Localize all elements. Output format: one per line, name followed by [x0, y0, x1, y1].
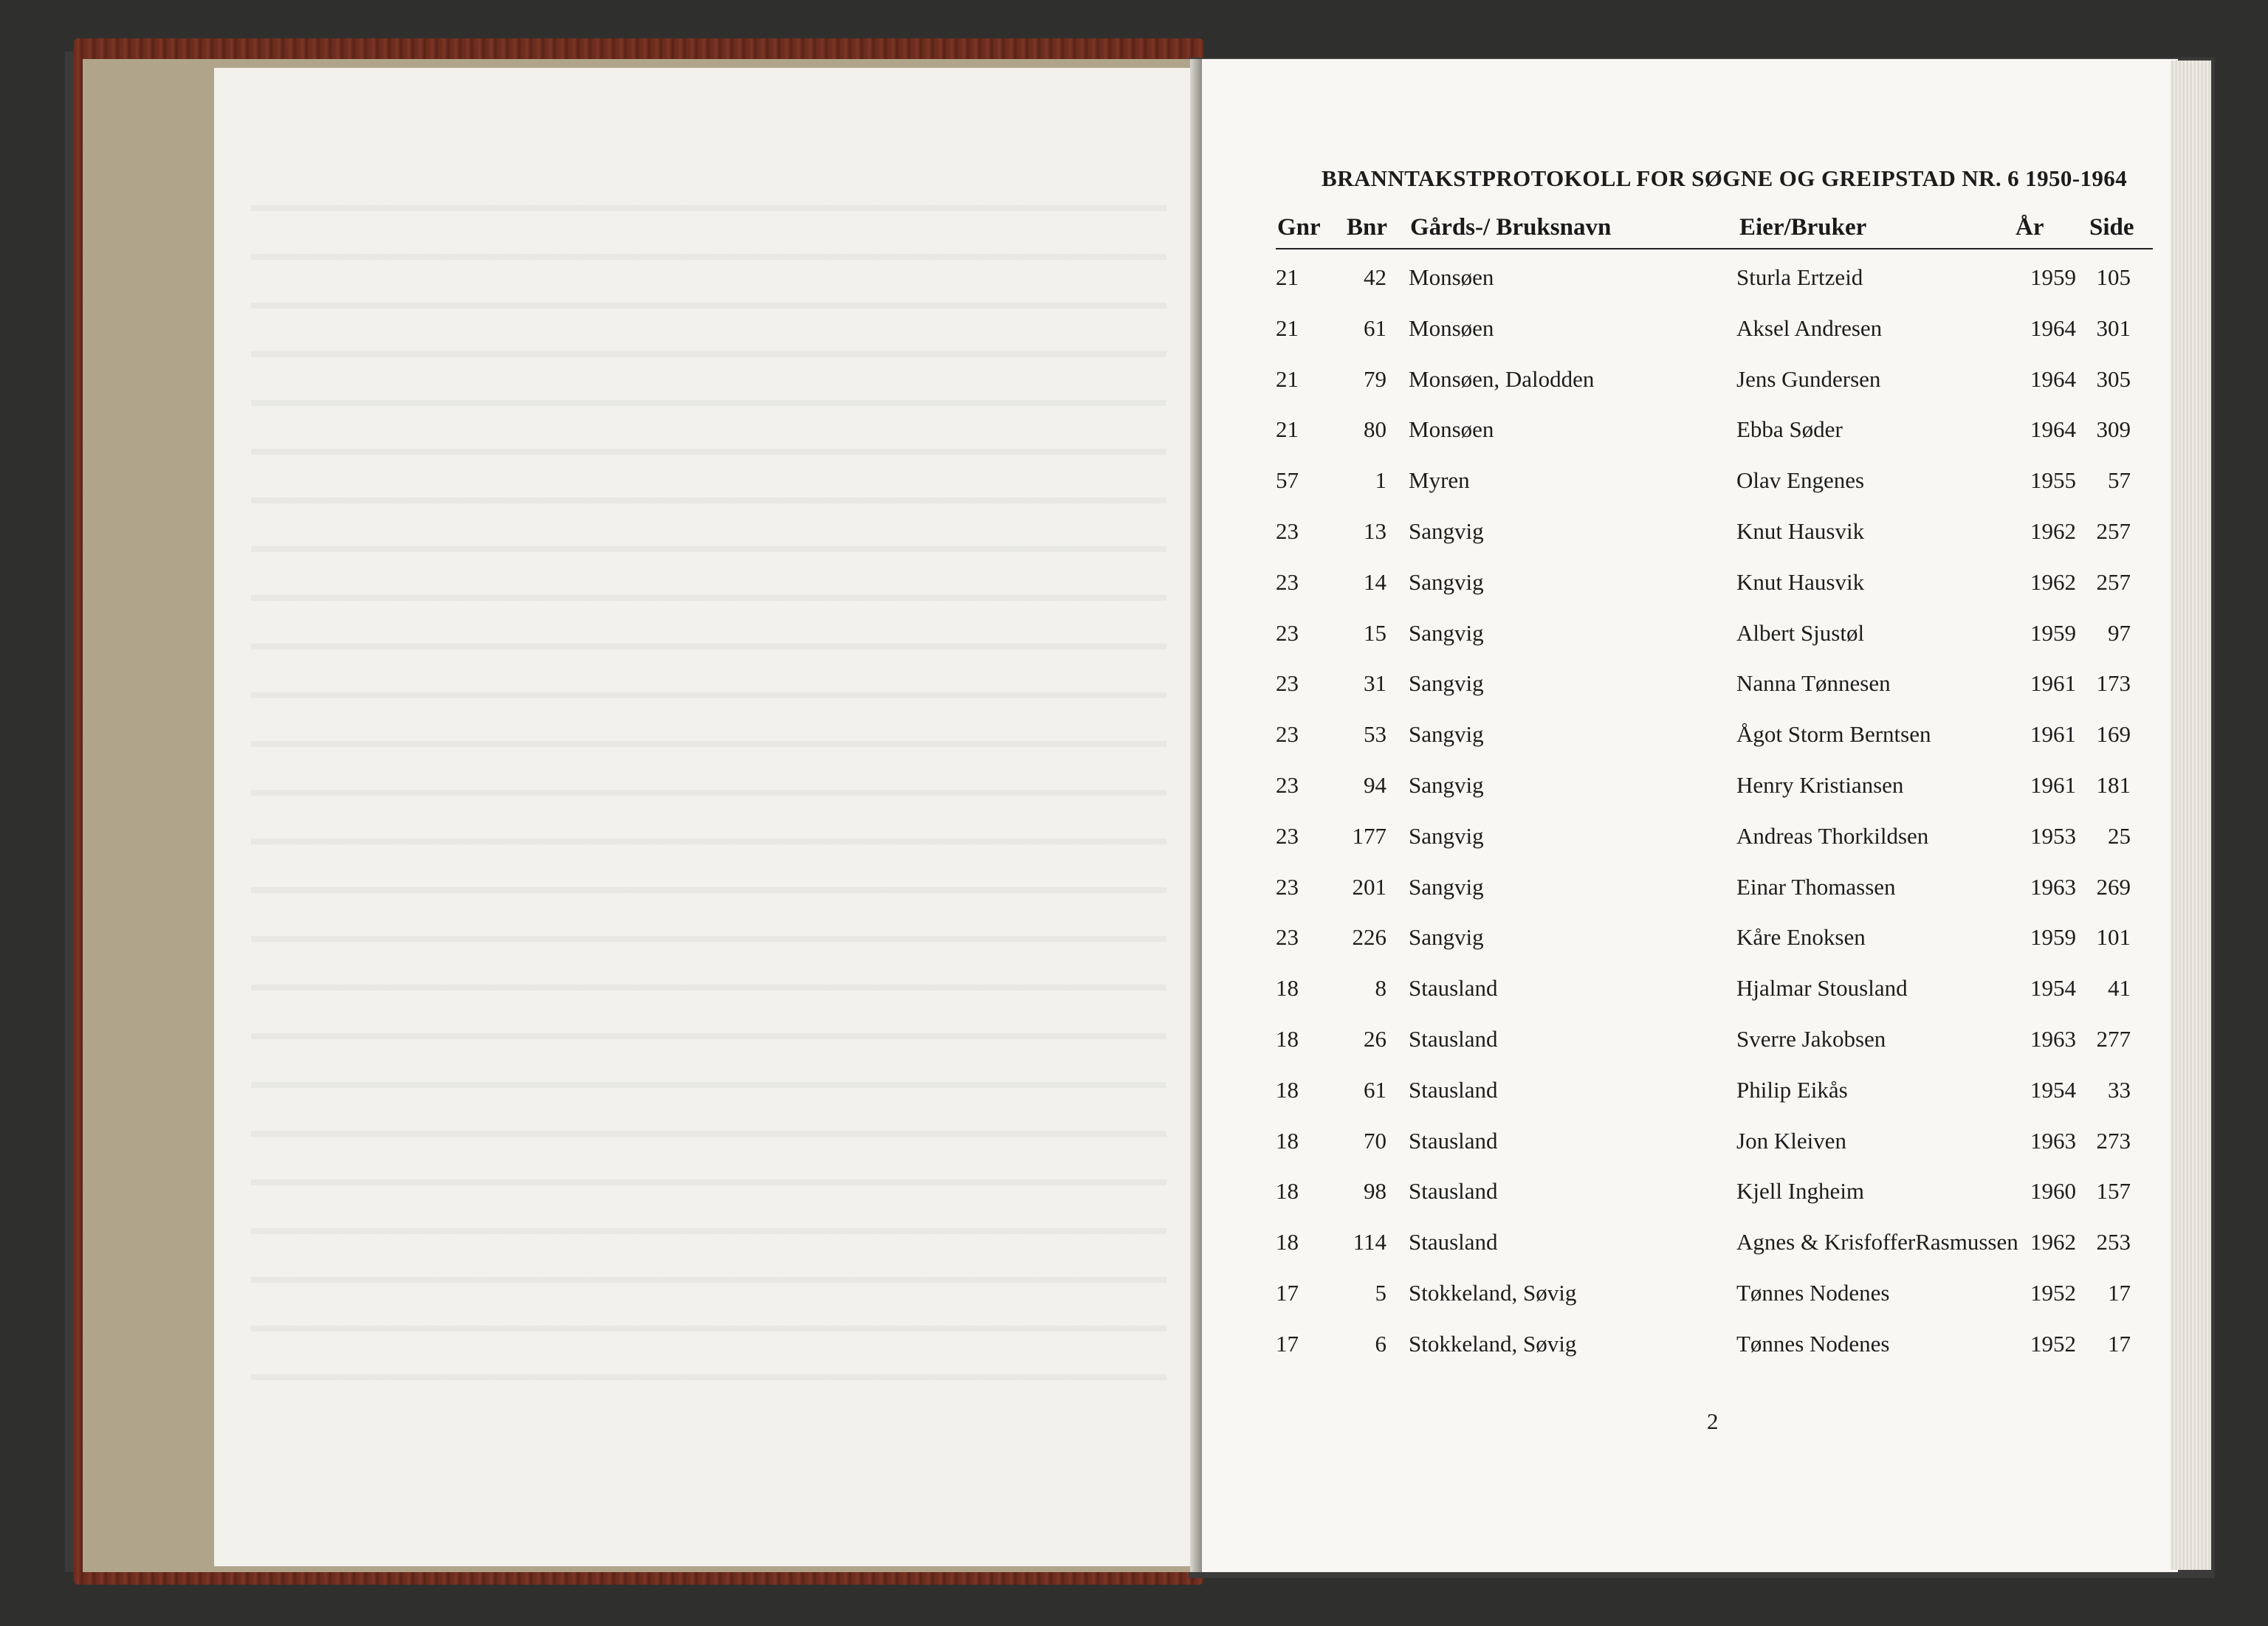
cell-gard: Monsøen, Dalodden [1409, 365, 1595, 392]
cell-eier: Tønnes Nodenes [1736, 1330, 1890, 1357]
cell-side: 97 [2108, 619, 2131, 646]
cell-bnr: 6 [1375, 1330, 1386, 1357]
cell-eier: Einar Thomassen [1736, 873, 1896, 900]
cell-bnr: 42 [1364, 264, 1386, 290]
cell-side: 309 [2096, 416, 2131, 443]
cell-bnr: 226 [1352, 924, 1386, 951]
cell-gnr: 18 [1276, 1127, 1299, 1154]
cell-aar: 1963 [2030, 873, 2076, 900]
cell-aar: 1961 [2030, 670, 2076, 697]
cell-eier: Hjalmar Stousland [1736, 975, 1908, 1002]
column-header-gnr: Gnr [1277, 214, 1321, 241]
cell-bnr: 53 [1364, 721, 1386, 748]
table-row [0, 823, 2268, 867]
cell-eier: Tønnes Nodenes [1736, 1280, 1890, 1306]
table-row [0, 1280, 2268, 1324]
cell-aar: 1954 [2030, 1076, 2076, 1103]
cell-aar: 1962 [2030, 518, 2076, 544]
cell-gnr: 18 [1276, 1229, 1299, 1255]
cell-gnr: 18 [1276, 1178, 1299, 1205]
table-row [0, 264, 2268, 309]
cell-gnr: 23 [1276, 772, 1299, 798]
cell-gard: Sangvig [1409, 670, 1484, 697]
cell-bnr: 98 [1364, 1178, 1386, 1205]
column-header-bnr: Bnr [1347, 214, 1388, 241]
cell-gard: Stausland [1409, 1127, 1498, 1154]
cell-bnr: 70 [1364, 1127, 1386, 1154]
table-row [0, 1229, 2268, 1273]
cell-side: 277 [2096, 1026, 2131, 1052]
cell-bnr: 5 [1375, 1280, 1386, 1306]
cell-bnr: 201 [1352, 873, 1386, 900]
cell-bnr: 14 [1364, 568, 1386, 595]
cell-bnr: 8 [1375, 975, 1386, 1002]
cell-aar: 1963 [2030, 1026, 2076, 1052]
header-rule [1276, 248, 2153, 249]
cell-gard: Monsøen [1409, 314, 1494, 341]
cell-eier: Philip Eikås [1736, 1076, 1848, 1103]
cell-gnr: 23 [1276, 670, 1299, 697]
cell-eier: Ågot Storm Berntsen [1736, 721, 1931, 748]
cell-eier: Kåre Enoksen [1736, 924, 1866, 951]
cell-gnr: 57 [1276, 467, 1299, 494]
table-row [0, 366, 2268, 410]
cell-aar: 1964 [2030, 365, 2076, 392]
cell-gard: Sangvig [1409, 772, 1484, 798]
table-row [0, 1178, 2268, 1222]
cell-aar: 1962 [2030, 1229, 2076, 1255]
table-row [0, 924, 2268, 968]
cell-gnr: 18 [1276, 1076, 1299, 1103]
cell-aar: 1952 [2030, 1280, 2076, 1306]
cell-side: 25 [2108, 822, 2131, 849]
cell-gnr: 23 [1276, 721, 1299, 748]
cell-eier: Kjell Ingheim [1736, 1178, 1865, 1205]
cell-gnr: 23 [1276, 822, 1299, 849]
cell-side: 57 [2108, 467, 2131, 494]
cell-gnr: 23 [1276, 873, 1299, 900]
cell-gnr: 18 [1276, 975, 1299, 1002]
cell-gard: Sangvig [1409, 619, 1484, 646]
column-header-aar: År [2016, 214, 2044, 241]
cell-eier: Andreas Thorkildsen [1736, 822, 1929, 849]
cell-eier: Olav Engenes [1736, 467, 1865, 494]
cell-bnr: 1 [1375, 467, 1386, 494]
table-row [0, 1331, 2268, 1375]
cell-gnr: 18 [1276, 1026, 1299, 1052]
cell-eier: Sverre Jakobsen [1736, 1026, 1886, 1052]
cell-side: 17 [2108, 1330, 2131, 1357]
cell-gard: Sangvig [1409, 822, 1484, 849]
cell-eier: Knut Hausvik [1736, 568, 1865, 595]
cell-eier: Sturla Ertzeid [1736, 264, 1863, 290]
cell-aar: 1952 [2030, 1330, 2076, 1357]
cell-gard: Sangvig [1409, 924, 1484, 951]
cell-bnr: 80 [1364, 416, 1386, 443]
cell-gard: Stokkeland, Søvig [1409, 1280, 1577, 1306]
cell-aar: 1962 [2030, 568, 2076, 595]
cell-eier: Henry Kristiansen [1736, 772, 1904, 798]
table-row [0, 620, 2268, 664]
table-row [0, 874, 2268, 918]
cell-gard: Sangvig [1409, 518, 1484, 544]
cell-bnr: 31 [1364, 670, 1386, 697]
cell-gnr: 21 [1276, 416, 1299, 443]
cell-gard: Sangvig [1409, 873, 1484, 900]
cell-gard: Stokkeland, Søvig [1409, 1330, 1577, 1357]
cell-bnr: 61 [1364, 314, 1386, 341]
cell-bnr: 15 [1364, 619, 1386, 646]
table-row [0, 1128, 2268, 1172]
cell-side: 305 [2096, 365, 2131, 392]
table-row [0, 518, 2268, 562]
cell-eier: Nanna Tønnesen [1736, 670, 1891, 697]
table-row [0, 975, 2268, 1019]
cell-gard: Stausland [1409, 1076, 1498, 1103]
table-row [0, 467, 2268, 511]
cell-gard: Stausland [1409, 1178, 1498, 1205]
table-row [0, 1026, 2268, 1070]
cell-gard: Sangvig [1409, 721, 1484, 748]
cell-eier: Ebba Søder [1736, 416, 1843, 443]
cell-side: 17 [2108, 1280, 2131, 1306]
cell-side: 33 [2108, 1076, 2131, 1103]
cell-side: 105 [2096, 264, 2131, 290]
cell-bnr: 26 [1364, 1026, 1386, 1052]
cell-bnr: 94 [1364, 772, 1386, 798]
cell-gard: Stausland [1409, 1026, 1498, 1052]
cell-aar: 1954 [2030, 975, 2076, 1002]
cell-bnr: 114 [1353, 1229, 1386, 1255]
cell-side: 301 [2096, 314, 2131, 341]
cell-side: 101 [2096, 924, 2131, 951]
cell-bnr: 177 [1352, 822, 1386, 849]
cell-side: 269 [2096, 873, 2131, 900]
cell-side: 257 [2096, 568, 2131, 595]
cell-side: 157 [2096, 1178, 2131, 1205]
table-row [0, 772, 2268, 816]
cell-eier: Jens Gundersen [1736, 365, 1881, 392]
cell-bnr: 13 [1364, 518, 1386, 544]
cell-aar: 1961 [2030, 721, 2076, 748]
cell-gnr: 23 [1276, 568, 1299, 595]
cell-gnr: 17 [1276, 1330, 1299, 1357]
cell-aar: 1959 [2030, 924, 2076, 951]
cell-side: 273 [2096, 1127, 2131, 1154]
cell-gnr: 17 [1276, 1280, 1299, 1306]
cell-aar: 1960 [2030, 1178, 2076, 1205]
table-row [0, 670, 2268, 714]
cell-eier: Aksel Andresen [1736, 314, 1883, 341]
cell-gard: Monsøen [1409, 264, 1494, 290]
cell-side: 169 [2096, 721, 2131, 748]
cell-gard: Stausland [1409, 975, 1498, 1002]
cell-eier: Albert Sjustøl [1736, 619, 1865, 646]
cell-aar: 1964 [2030, 416, 2076, 443]
cell-gard: Stausland [1409, 1229, 1498, 1255]
column-header-eier: Eier/Bruker [1739, 214, 1867, 241]
cell-aar: 1953 [2030, 822, 2076, 849]
cell-eier: Agnes & KrisfofferRasmussen [1736, 1229, 2018, 1255]
table-row [0, 315, 2268, 359]
cell-aar: 1959 [2030, 264, 2076, 290]
cell-aar: 1959 [2030, 619, 2076, 646]
cell-gnr: 23 [1276, 924, 1299, 951]
page-number: 2 [1707, 1408, 1719, 1434]
cell-eier: Jon Kleiven [1736, 1127, 1846, 1154]
cell-aar: 1961 [2030, 772, 2076, 798]
cell-side: 257 [2096, 518, 2131, 544]
cell-aar: 1963 [2030, 1127, 2076, 1154]
cell-gnr: 23 [1276, 619, 1299, 646]
cell-bnr: 61 [1364, 1076, 1386, 1103]
cell-side: 41 [2108, 975, 2131, 1002]
cell-gard: Myren [1409, 467, 1470, 494]
cell-gnr: 21 [1276, 264, 1299, 290]
cell-gard: Sangvig [1409, 568, 1484, 595]
cell-aar: 1964 [2030, 314, 2076, 341]
table-row [0, 569, 2268, 613]
cell-side: 173 [2096, 670, 2131, 697]
cell-gnr: 21 [1276, 365, 1299, 392]
cell-eier: Knut Hausvik [1736, 518, 1865, 544]
page-title: BRANNTAKSTPROTOKOLL FOR SØGNE OG GREIPSTAD NR. 6 1950-1964 [1322, 165, 2128, 191]
cell-bnr: 79 [1364, 365, 1386, 392]
table-row [0, 1077, 2268, 1121]
cell-side: 253 [2096, 1229, 2131, 1255]
column-header-gard: Gårds-/ Bruksnavn [1410, 214, 1612, 241]
cell-gard: Monsøen [1409, 416, 1494, 443]
table-row [0, 416, 2268, 461]
cell-aar: 1955 [2030, 467, 2076, 494]
cell-side: 181 [2096, 772, 2131, 798]
column-header-side: Side [2089, 214, 2134, 241]
cell-gnr: 23 [1276, 518, 1299, 544]
cell-gnr: 21 [1276, 314, 1299, 341]
table-row [0, 721, 2268, 765]
